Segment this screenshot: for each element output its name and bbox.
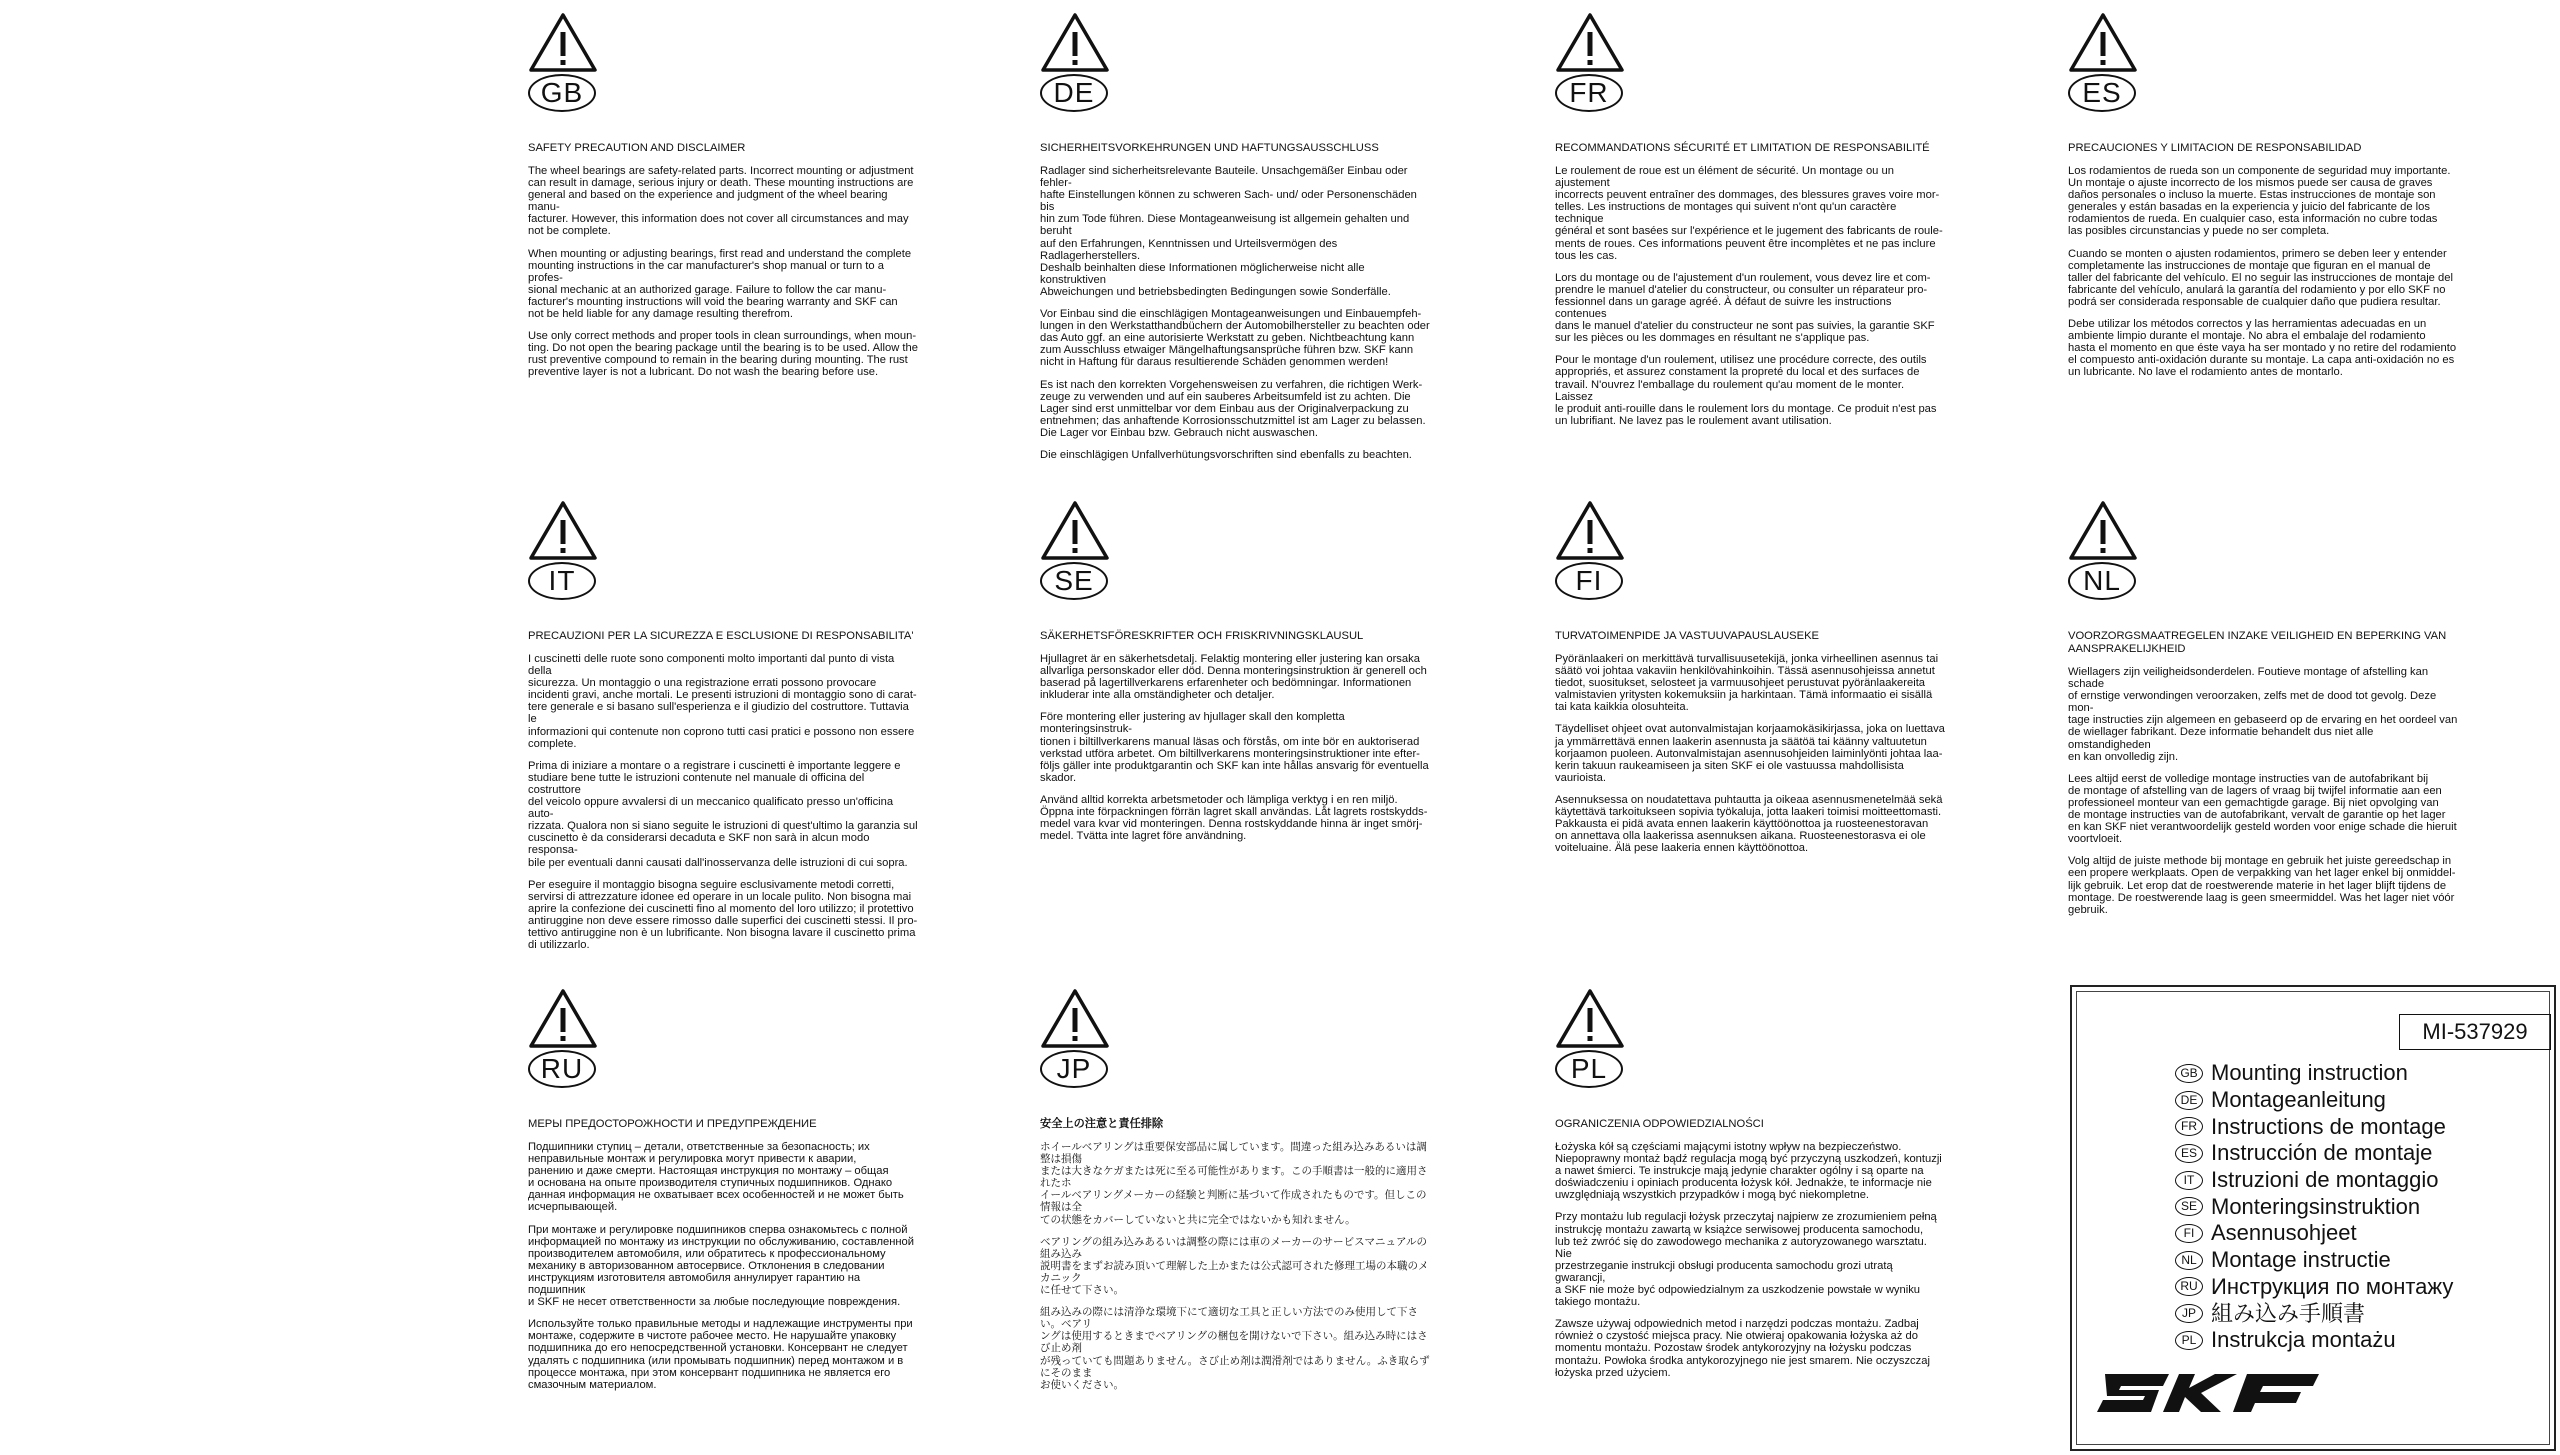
instruction-title: Istruzioni de montaggio xyxy=(2211,1167,2439,1193)
paragraph: Pyöränlaakeri on merkittävä turvallisuusetekijä, jonka virheellinen asennus tai säätö voi johtaa vakaviin henkilövahinkoihin. Tässä asennusohjeissa annetut tiedot, suositukset, selosteet ja varmuusohjeet perustuvat pyöränlaakereita valmistavien yritysten kokemuksiin ja harkintaan. Tämä informaatio ei sisällä tai kata kaikkia olosuhteita. xyxy=(1555,653,1939,714)
warning-icon xyxy=(1040,988,1110,1048)
list-item xyxy=(2175,1247,2453,1274)
language-badge: ES xyxy=(2175,1144,2203,1163)
section-title: PRECAUCIONES Y LIMITACION DE RESPONSABILIDAD xyxy=(2068,142,2362,154)
instruction-title: Instructions de montage xyxy=(2211,1113,2446,1139)
paragraph: Före montering eller justering av hjullager skall den kompletta monteringsinstruk- tionen i biltillverkarens manual läsas och förstås, om inte bör en auktoriserad verkstad utföra arbetet. Om biltillverkarens monteringsinstruktioner inte efter- följs gäller inte produktgarantin och SKF kan inte hållas ansvarig för eventuella skador. xyxy=(1040,711,1429,784)
paragraph: Die einschlägigen Unfallverhütungsvorschriften sind ebenfalls zu beachten. xyxy=(1040,448,1412,461)
panel-gb xyxy=(528,12,918,379)
instruction-title-list xyxy=(2175,1060,2453,1354)
section-title: TURVATOIMENPIDE JA VASTUUVAPAUSLAUSEKE xyxy=(1555,630,1820,642)
cover-panel xyxy=(2070,985,2556,1451)
paragraph: Le roulement de roue est un élément de sécurité. Un montage ou un ajustement incorrects peuvent entraîner des dommages, des blessures graves voire mor- telles. Les instructions de montages qui suivent n'ont qu'un caractère technique général et sont basées sur l'expérience et le jugement des fabricants de roule- ments de roues. Ces informations peuvent être incomplètes et ne pas inclure tous les cas. xyxy=(1555,165,1943,262)
panel-it xyxy=(528,500,918,951)
language-badge: IT xyxy=(528,562,596,600)
language-badge: RU xyxy=(2175,1277,2203,1296)
language-badge: RU xyxy=(528,1050,596,1088)
panel-es xyxy=(2068,12,2458,379)
paragraph: 組み込みの際には清浄な環境下にて適切な工具と正しい方法でのみ使用して下さい。ベアリ ングは使用するときまでベアリングの梱包を開けないで下さい。組み込み時にはさび止め剤 が残っていても問題ありません。さび止め剤は潤滑剤ではありません。ふき取らずにそのまま お使いください。 xyxy=(1040,1306,1430,1391)
panel-fi xyxy=(1555,500,1945,854)
paragraph: Hjullagret är en säkerhetsdetalj. Felaktig montering eller justering kan orsaka allvarliga personskador eller död. Denna monteringsinstruktion är generell och baserad på lagertillverkarens erfarenheter och bedömningar. Informationen inkluderar inte alla omständigheter och detaljer. xyxy=(1040,653,1427,702)
paragraph: Przy montażu lub regulacji łożysk przeczytaj najpierw ze zrozumieniem pełną instrukcję montażu zawartą w książce serwisowej producenta samochodu, lub też zwróć się do zawodowego mechanika z autoryzowanego warsztatu. Nie przestrzeganie instrukcji obsługi producenta samochodu grozi utratą gwarancji, a SKF nie może być odpowiedzialnym za uszkodzenie powstałe w wyniku takiego montażu. xyxy=(1555,1211,1937,1309)
language-badge: GB xyxy=(2175,1064,2203,1083)
list-item xyxy=(2175,1140,2453,1167)
warning-icon xyxy=(1040,500,1110,560)
paragraph: Los rodamientos de rueda son un componente de seguridad muy importante. Un montaje o ajuste incorrecto de los mismos puede ser causa de graves daños personales o incluso la muerte. Estas instrucciones de montaje son generales y están basadas en la experiencia y juicio del fabricante de los rodamientos de rueda. En cualquier caso, esta información no cubre todas las posibles circunstancias y puede no ser completa. xyxy=(2068,165,2451,238)
language-badge: DE xyxy=(2175,1091,2203,1110)
language-badge: DE xyxy=(1040,74,1108,112)
instruction-title: Instrucción de montaje xyxy=(2211,1140,2433,1166)
warning-icon xyxy=(528,988,598,1048)
paragraph: Łożyska kół są częściami mającymi istotny wpływ na bezpieczeństwo. Niepoprawny montaż bądź regulacja mogą być przyczyną uszkodzeń, kontuzji a nawet śmierci. Te instrukcje mają jedynie charakter ogólny i są oparte na doświadczeniu i opiniach producenta łożysk kół. Jednakże, te informacje nie uwzględniają wszystkich przypadków i mogą być niekompletne. xyxy=(1555,1141,1942,1202)
language-badge: IT xyxy=(2175,1171,2203,1190)
section-title: PRECAUZIONI PER LA SICUREZZA E ESCLUSIONE DI RESPONSABILITA' xyxy=(528,630,914,642)
paragraph: Use only correct methods and proper tools in clean surroundings, when moun- ting. Do not open the bearing package until the bearing is to be used. Allow the rust preventive compound to remain in the bearing during mounting. The rust preventive layer is not a lubricant. Do not wash the bearing before use. xyxy=(528,330,918,379)
cover-frame xyxy=(2076,991,2550,1445)
list-item xyxy=(2175,1274,2453,1301)
paragraph: Täydelliset ohjeet ovat autonvalmistajan korjaamokäsikirjassa, joka on luettava ja ymmärrettävä ennen laakerin asennusta ja säätöä tai käänny valtuutetun korjaamon puoleen. Autonvalmistajan asennusohjeiden laiminlyönti johtaa laa- kerin takuun raukeamiseen ja siten SKF ei ole vastuussa mahdollisista vaurioista. xyxy=(1555,723,1945,784)
language-badge: FI xyxy=(2175,1224,2203,1243)
panel-nl xyxy=(2068,500,2458,916)
language-badge: FI xyxy=(1555,562,1623,600)
paragraph: Prima di iniziare a montare o a registrare i cuscinetti è importante leggere e studiare bene tutte le istruzioni contenute nel manuale di officina del costruttore del veicolo oppure avvalersi di un meccanico qualificato presso un'officina auto- rizzata. Qualora non si siano seguite le istruzioni di quest'ultimo la garanzia sul cuscinetto è da considerarsi decaduta e SKF non sarà in alcun modo responsa- bile per eventuali danni causati dall'inosservanza delle istruzioni di cui sopra. xyxy=(528,759,918,869)
paragraph: The wheel bearings are safety-related parts. Incorrect mounting or adjustment can result in damage, serious injury or death. These mounting instructions are general and based on the experience and judgment of the wheel bearing manu- facturer. However, this information does not cover all circumstances and may not be complete. xyxy=(528,165,914,238)
list-item xyxy=(2175,1300,2453,1327)
language-badge: FR xyxy=(2175,1117,2203,1136)
language-badge: NL xyxy=(2068,562,2136,600)
section-title: 安全上の注意と責任排除 xyxy=(1040,1118,1164,1130)
warning-icon xyxy=(528,500,598,560)
panel-ru xyxy=(528,988,918,1391)
instruction-title: Mounting instruction xyxy=(2211,1060,2408,1086)
paragraph: When mounting or adjusting bearings, first read and understand the complete mounting instructions in the car manufacturer's shop manual or turn to a profes- sional mechanic at an authorized garage. Failure to follow the car manu- facturer's mounting instructions will void the bearing warranty and SKF can not be held liable for any damage resulting therefrom. xyxy=(528,247,912,321)
language-badge: JP xyxy=(1040,1050,1108,1088)
panel-se xyxy=(1040,500,1430,842)
paragraph: Подшипники ступиц – детали, ответственные за безопасность; их неправильные монтаж и регулировка могут привести к аварии, ранению и даже смерти. Настоящая инструкция по монтажу – общая и основана на опыте производителя ступичных подшипников. Однако данная информация не охватывает всех особенностей и не может быть исчерпывающей. xyxy=(528,1141,904,1214)
language-badge: JP xyxy=(2175,1304,2203,1323)
warning-icon xyxy=(1555,12,1625,72)
instruction-title: Monteringsinstruktion xyxy=(2211,1193,2421,1219)
section-title: OGRANICZENIA ODPOWIEDZIALNOŚCI xyxy=(1555,1118,1764,1130)
paragraph: I cuscinetti delle ruote sono componenti molto importanti dal punto di vista della sicurezza. Un montaggio o una registrazione errati possono provocare incidenti gravi, anche mortali. Le presenti istruzioni di montaggio sono di carat- tere generale e si basano sull'esperienza e il giudizio del costruttore. Tuttavia le informazioni qui contenute non coprono tutti casi pratici e possono non essere complete. xyxy=(528,653,917,750)
warning-icon xyxy=(2068,500,2138,560)
list-item xyxy=(2175,1087,2453,1114)
list-item xyxy=(2175,1327,2453,1354)
warning-icon xyxy=(1555,988,1625,1048)
paragraph: Es ist nach den korrekten Vorgehensweisen zu verfahren, die richtigen Werk- zeuge zu verwenden und auf ein sauberes Arbeitsumfeld ist zu achten. Die Lager sind erst unmittelbar vor dem Einbau aus der Originalverpackung zu entnehmen; das anhaftende Korrosionsschutzmittel ist am Lager zu belassen. Die Lager vor Einbau bzw. Gebrauch nicht auswaschen. xyxy=(1040,378,1426,439)
list-item xyxy=(2175,1060,2453,1087)
list-item xyxy=(2175,1113,2453,1140)
warning-icon xyxy=(1555,500,1625,560)
skf-logo xyxy=(2097,1364,2327,1422)
panel-pl xyxy=(1555,988,1945,1379)
paragraph: Lors du montage ou de l'ajustement d'un roulement, vous devez lire et com- prendre le manuel d'atelier du constructeur, ou consulter un réparateur pro- fessionnel dans un garage agréé. À défaut de suivre les instructions contenues dans le manuel d'atelier du constructeur ne sont pas suivies, la garantie SKF sur les pièces ou les dommages en résultant ne s'applique pas. xyxy=(1555,271,1935,345)
paragraph: ホイールベアリングは重要保安部品に属しています。間違った組み込みあるいは調整は損傷 または大きなケガまたは死に至る可能性があります。この手順書は一般的に適用されたホ イールベアリングメーカーの経験と判断に基づいて作成されたものです。但しこの情報は全 ての状態をカバーしていないと共に完全ではないかも知れません。 xyxy=(1040,1141,1428,1226)
section-title: RECOMMANDATIONS SÉCURITÉ ET LIMITATION DE RESPONSABILITÉ xyxy=(1555,142,1930,154)
paragraph: ベアリングの組み込みあるいは調整の際には車のメーカーのサービスマニュアルの組み込み 説明書をまずお読み頂いて理解した上かまたは公式認可された修理工場の本職のメカニック に任せて下さい。 xyxy=(1040,1235,1429,1297)
paragraph: Asennuksessa on noudatettava puhtautta ja oikeaa asennusmenetelmää sekä käytettävä tarkoitukseen sopivia työkaluja, jotta laakeri toimisi moitteettomasti. Pakkausta ei pidä avata ennen laakerin käyttöönottoa ja ruosteenestoravan on annettava olla laakerissa asennuksen aikana. Ruosteenestorasva ei ole voiteluaine. Älä pese laakeria ennen käyttöönottoa. xyxy=(1555,793,1943,855)
section-title: SÄKERHETSFÖRESKRIFTER OCH FRISKRIVNINGSKLAUSUL xyxy=(1040,630,1364,642)
paragraph: Используйте только правильные методы и надлежащие инструменты при монтаже, содержите в чистоте рабочее место. Не нарушайте упаковку подшипника до его непосредственной установки. Консервант не следует удалять с подшипника (или промывать подшипник) перед монтажом и в процессе монтажа, при этом консервант подшипника не является его смазочным материалом. xyxy=(528,1318,913,1391)
language-badge: SE xyxy=(2175,1197,2203,1216)
paragraph: Volg altijd de juiste methode bij montage en gebruik het juiste gereedschap in een propere werkplaats. Open de verpakking van het lager enkel bij onmiddel- lijk gebruik. Let erop dat de roestwerende materie in het lager blijft tijdens de montage. De roestwerende laag is geen smeermiddel. Was het lager niet vóór gebruik. xyxy=(2068,855,2456,916)
paragraph: Cuando se monten o ajusten rodamientos, primero se deben leer y entender completamente las instrucciones de montaje que figuran en el manual de taller del fabricante del vehículo. El no seguir las instrucciones de montaje del fabricante del vehículo, anulará la garantía del rodamiento y por ello SKF no podrá ser considerada responsable de cualquier daño que pudiera resultar. xyxy=(2068,247,2453,308)
panel-jp xyxy=(1040,988,1430,1391)
paragraph: Zawsze używaj odpowiednich metod i narzędzi podczas montażu. Zadbaj również o czystość miejsca pracy. Nie otwieraj opakowania łożyska aż do momentu montażu. Pozostaw środek antykorozyjny na łożysku podczas montażu. Powłoka środka antykorozyjnego nie jest smarem. Nie oczyszczaj łożyska przed użyciem. xyxy=(1555,1318,1930,1379)
instruction-title: Asennusohjeet xyxy=(2211,1220,2357,1246)
language-badge: PL xyxy=(2175,1331,2203,1350)
warning-icon xyxy=(528,12,598,72)
language-badge: FR xyxy=(1555,74,1623,112)
language-badge: ES xyxy=(2068,74,2136,112)
language-badge: SE xyxy=(1040,562,1108,600)
language-badge: GB xyxy=(528,74,596,112)
document-number: MI-537929 xyxy=(2399,1014,2551,1050)
section-title: SICHERHEITSVORKEHRUNGEN UND HAFTUNGSAUSSCHLUSS xyxy=(1040,142,1379,154)
list-item xyxy=(2175,1220,2453,1247)
paragraph: Radlager sind sicherheitsrelevante Bauteile. Unsachgemäßer Einbau oder fehler- hafte Einstellungen können zu schweren Sach- und/ oder Personenschäden bis hin zum Tode führen. Diese Montageanweisung ist allgemein gehalten und beruht auf den Erfahrungen, Kenntnissen und Urteilsvermögen des Radlagerherstellers. Deshalb beinhalten diese Informationen möglicherweise nicht alle konstruktiven Abweichungen und betriebsbedingten Bedingungen sowie Sonderfälle. xyxy=(1040,165,1417,298)
list-item xyxy=(2175,1193,2453,1220)
panel-de xyxy=(1040,12,1430,461)
section-title: VOORZORGSMAATREGELEN INZAKE VEILIGHEID EN BEPERKING VAN AANSPRAKELIJKHEID xyxy=(2068,630,2447,655)
warning-icon xyxy=(1040,12,1110,72)
paragraph: Använd alltid korrekta arbetsmetoder och lämpliga verktyg i en ren miljö. Öppna inte förpackningen förrän lagret skall användas. Låt lagrets rostskydds- medel vara kvar vid monteringen. Denna rostskyddande hinna är inget smörj- medel. Tvätta inte lagret före användning. xyxy=(1040,793,1428,843)
panel-fr xyxy=(1555,12,1945,427)
paragraph: Per eseguire il montaggio bisogna seguire esclusivamente metodi corretti, servirsi di attrezzature idonee ed operare in un locale pulito. Non bisogna mai aprire la confezione dei cuscinetti fino al momento del loro utilizzo; il protettivo antiruggine non deve essere rimosso dalle superfici dei cuscinetti stessi. Il pro- tettivo antiruggine non è un lubrificante. Non bisogna lavare il cuscinetto prima di utilizzarlo. xyxy=(528,878,918,952)
paragraph: Debe utilizar los métodos correctos y las herramientas adecuadas en un ambiente limpio durante el montaje. No abra el embalaje del rodamiento hasta el momento en que éste vaya ha ser montado y no retire del rodamiento el compuesto anti-oxidación durante su montaje. La capa anti-oxidación no es un lubricante. No lave el rodamiento antes de montarlo. xyxy=(2068,318,2457,379)
paragraph: При монтаже и регулировке подшипников сперва ознакомьтесь с полной информацией по монтажу из инструкции по обслуживанию, составленной производителем автомобиля, или обратитесь к профессиональному механику в авторизованном автосервисе. Отклонения в следовании инструкциям изготовителя автомобиля аннулирует гарантию на подшипник и SKF не несет ответственности за любые последующие повреждения. xyxy=(528,1223,915,1309)
instruction-title: 組み込み手順書 xyxy=(2211,1300,2366,1326)
instruction-title: Montage instructie xyxy=(2211,1247,2391,1273)
instruction-title: Instrukcja montażu xyxy=(2211,1327,2396,1353)
paragraph: Vor Einbau sind die einschlägigen Montageanweisungen und Einbauempfeh- lungen in den Werkstatthandbüchern der Automobilhersteller zu beachten oder das Auto ggf. an eine autorisierte Werkstatt zu geben. Nichtbeachtung kann zum Ausschluss etwaiger Mängelhaftungsansprüche führen bzw. SKF kann nicht in Haftung für daraus resultierende Schäden genommen werden! xyxy=(1040,308,1430,369)
instruction-title: Montageanleitung xyxy=(2211,1087,2386,1113)
paragraph: Pour le montage d'un roulement, utilisez une procédure correcte, des outils appropriés, et assurez constament la propreté du local et des surfaces de travail. N'ouvrez l'emballage du roulement qu'au moment de le monter. Laissez le produit anti-rouille dans le roulement lors du montage. Ce produit n'est pas un lubrifiant. Ne lavez pas le roulement avant utilisation. xyxy=(1555,354,1937,427)
section-title: SAFETY PRECAUTION AND DISCLAIMER xyxy=(528,142,746,154)
instruction-title: Инструкция по монтажу xyxy=(2211,1273,2454,1299)
paragraph: Lees altijd eerst de volledige montage instructies van de autofabrikant bij de montage of afstelling van de lagers of vraag bij twijfel informatie aan een professioneel monteur van een gemachtigde garage. Bij niet opvolging van de montage instructies van de autofabrikant, vervalt de garantie op het lager en kan SKF niet verantwoordelijk gesteld worden voor enige schade die hieruit voortvloeit. xyxy=(2068,772,2457,846)
paragraph: Wiellagers zijn veiligheidsonderdelen. Foutieve montage of afstelling kan schade of ernstige verwondingen veroorzaken, zelfs met de dood tot gevolg. Deze mon- tage instructies zijn algemeen en gebaseerd op de ervaring en het oordeel van de wiellager fabrikant. Deze informatie behandelt dus niet alle omstandigheden en kan onvolledig zijn. xyxy=(2068,666,2458,763)
section-title: МЕРЫ ПРЕДОСТОРОЖНОСТИ И ПРЕДУПРЕЖДЕНИЕ xyxy=(528,1118,817,1130)
language-badge: PL xyxy=(1555,1050,1623,1088)
language-badge: NL xyxy=(2175,1251,2203,1270)
list-item xyxy=(2175,1167,2453,1194)
warning-icon xyxy=(2068,12,2138,72)
